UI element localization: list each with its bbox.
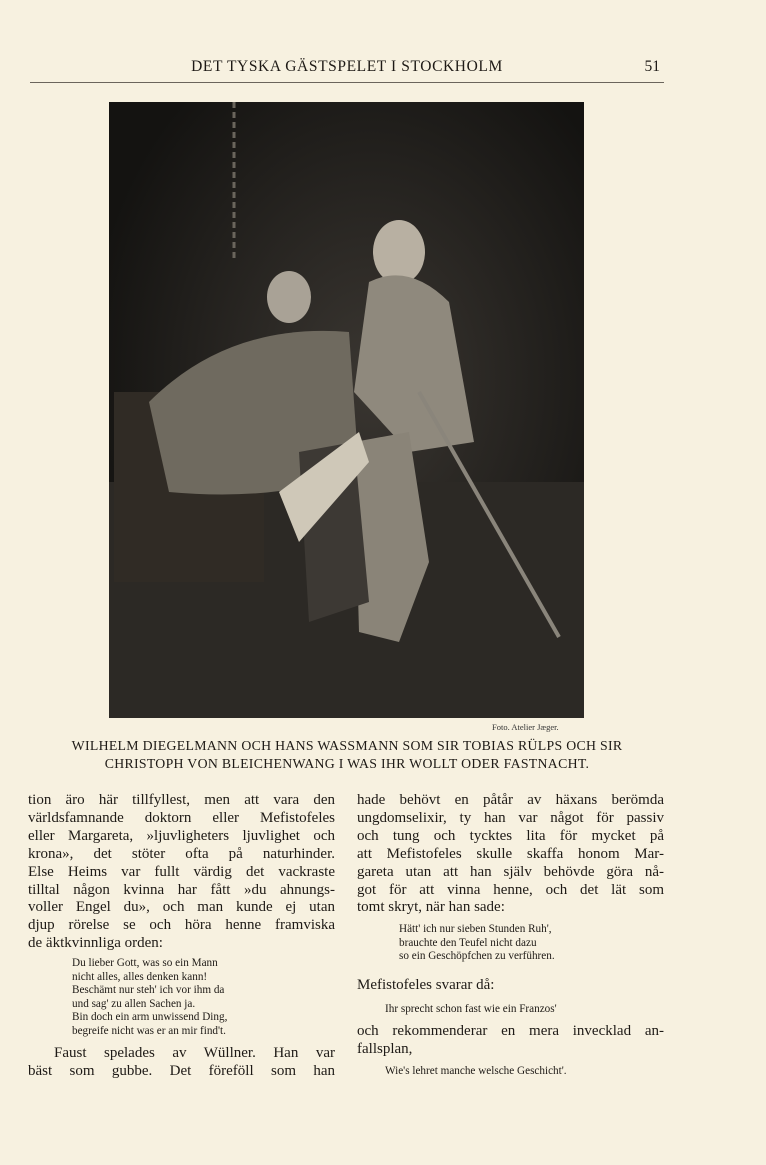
running-title: DET TYSKA GÄSTSPELET I STOCKHOLM xyxy=(191,58,503,75)
verse-line: Hätt' ich nur sieben Stunden Ruh', xyxy=(399,923,552,935)
right-column-paragraph-1 xyxy=(357,792,664,917)
verse-line: brauchte den Teufel nicht dazu xyxy=(399,936,537,949)
right-column-line-2 xyxy=(357,977,664,995)
caption-line: WILHELM DIEGELMANN OCH HANS WASSMANN SOM SIR TOBIAS RÜLPS OCH SIR xyxy=(71,738,623,753)
text-line: djup rörelse se och höra henne framviska xyxy=(28,917,335,934)
caption-line: CHRISTOPH VON BLEICHENWANG I WAS IHR WOLLT ODER FASTNACHT. xyxy=(104,756,590,771)
text-line: hade behövt en påtår av häxans berömda xyxy=(357,792,664,808)
photograph xyxy=(109,102,584,718)
verse-line: und sag' zu allen Sachen ja. xyxy=(72,997,196,1010)
header-rule xyxy=(30,82,664,83)
text-line: världsfamnande doktorn eller Mefistofeles xyxy=(28,809,335,826)
text-line: tilltal någon kvinna har fått »du ahnungs- xyxy=(28,881,335,898)
text-line: och rekommenderar en mera invecklad an- xyxy=(357,1023,664,1039)
text-line: Faust spelades av Wüllner. Han var xyxy=(54,1045,335,1061)
verse-line: nicht alles, alles denken kann! xyxy=(72,970,208,983)
text-line: fallsplan, xyxy=(357,1040,413,1057)
verse-line: begreife nicht was er an mir find't. xyxy=(72,1024,226,1037)
text-line: krona», det stöter ofta på naturhinder. xyxy=(28,845,335,862)
verse-line: Wie's lehret manche welsche Geschicht'. xyxy=(385,1065,567,1077)
left-column-paragraph-1 xyxy=(28,792,335,953)
verse-line: Bin doch ein arm unwissend Ding, xyxy=(72,1011,228,1024)
photo-illustration xyxy=(109,102,584,718)
photo-credit: Foto. Atelier Jæger. xyxy=(492,722,559,732)
text-line: Mefistofeles svarar då: xyxy=(357,977,495,993)
left-verse-quote xyxy=(72,957,227,1039)
right-verse-quote-3 xyxy=(385,1065,567,1079)
text-line: att Mefistofeles skulle skaffa honom Mar- xyxy=(357,845,664,862)
verse-line: so ein Geschöpfchen zu verführen. xyxy=(399,950,555,963)
text-line: voller Engel du», och man kunde ej utan xyxy=(28,899,335,916)
text-line: got för att vinna henne, och det lät som xyxy=(357,881,664,898)
photo-caption xyxy=(30,737,664,773)
text-line: ungdomselixir, ty han var något för passiv xyxy=(357,809,664,826)
text-line: gareta utan att han själv behövde göra nå- xyxy=(357,863,664,880)
left-column-paragraph-2 xyxy=(28,1045,335,1081)
verse-line: Ihr sprecht schon fast wie ein Franzos' xyxy=(385,1003,557,1015)
right-verse-quote-1 xyxy=(399,923,555,964)
text-line: bäst som gubbe. Det föreföll som han xyxy=(28,1062,335,1079)
text-line: och tung och tycktes lita för mycket på xyxy=(357,827,664,844)
right-verse-quote-2 xyxy=(385,1003,557,1017)
text-line: de äktkvinnliga orden: xyxy=(28,935,163,952)
running-header xyxy=(30,56,664,80)
page-number: 51 xyxy=(644,58,660,75)
verse-line: Beschämt nur steh' ich vor ihm da xyxy=(72,984,225,997)
verse-line: Du lieber Gott, was so ein Mann xyxy=(72,957,218,969)
right-column-paragraph-3 xyxy=(357,1023,664,1059)
text-line: eller Margareta, »ljuvligheters ljuvlighet och xyxy=(28,827,335,844)
text-line: tion äro här tillfyllest, men att vara den xyxy=(28,792,335,808)
text-line: tomt skryt, när han sade: xyxy=(357,899,505,916)
text-line: Else Heims var fullt värdig det vackraste xyxy=(28,863,335,880)
